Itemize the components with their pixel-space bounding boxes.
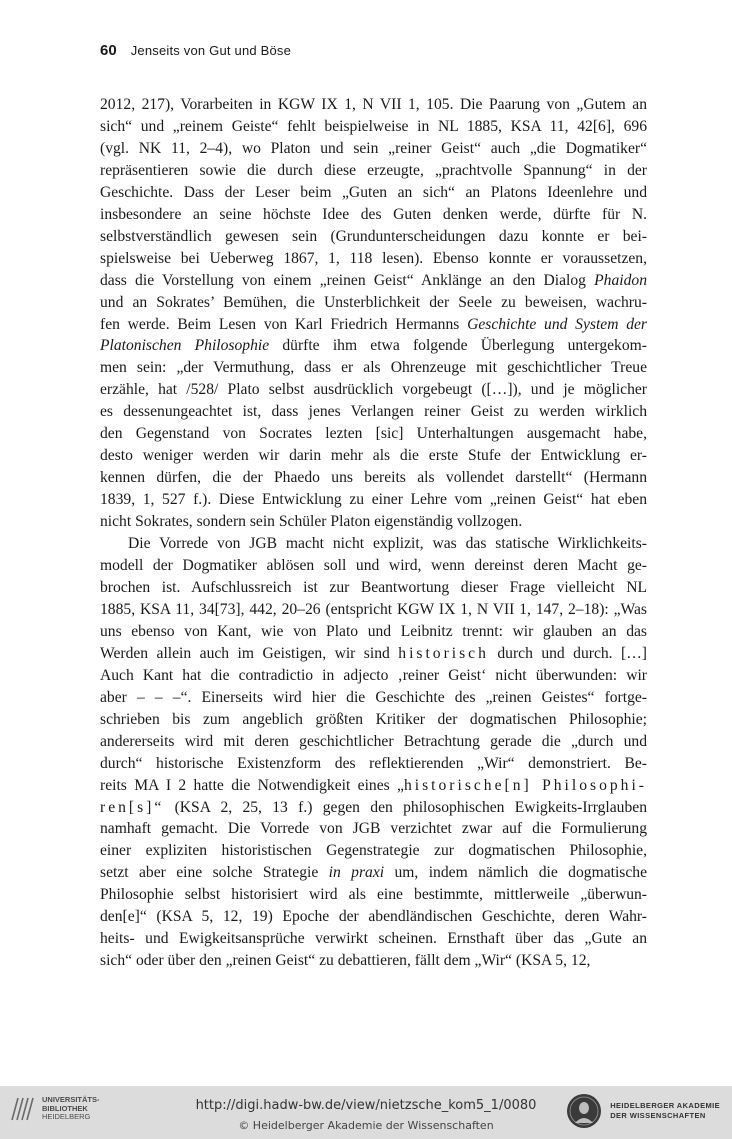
- italic-title: Geschichte und System der: [467, 315, 647, 333]
- text-line: und an Sokrates’ Bemühen, die Unsterblichkeit der Seele zu beweisen, wachru-: [100, 293, 647, 311]
- italic-title: in praxi: [328, 864, 385, 882]
- footer-copyright: © Heidelberger Akademie der Wissenschaften: [238, 1119, 494, 1132]
- text-line: den[e]“ (KSA 5, 12, 19) Epoche der abendländischen Geschichte, deren Wahr-: [100, 908, 647, 926]
- academy-logo[interactable]: [566, 1093, 720, 1129]
- text-line: setzt aber eine solche Strategie in praxi um, indem nämlich die dogmatische: [100, 864, 647, 882]
- text-line: aber – – –“. Einerseits wird hier die Geschichte des „reinen Geistes“ fortge-: [100, 688, 647, 706]
- text-line: insbesondere an seine höchste Idee des Guten denken werde, dürfte für N.: [100, 205, 647, 223]
- text-line: spielsweise bei Ueberweg 1867, 1, 118 lesen). Ebenso konnte er voraussetzen,: [100, 249, 647, 267]
- spaced-emphasis: historische[n] Philosophi-: [403, 776, 647, 794]
- text-line: fen werde. Beim Lesen von Karl Friedrich Hermanns Geschichte und System der: [100, 315, 647, 333]
- ub-line-3: HEIDELBERG: [42, 1112, 91, 1122]
- text-line: 2012, 217), Vorarbeiten in KGW IX 1, N VII 1, 105. Die Paarung von „Gutem an: [100, 96, 647, 113]
- text-line: sich“ und „reinem Geiste“ fehlt beispielweise in NL 1885, KSA 11, 42[6], 696: [100, 117, 647, 135]
- text-line: 1839, 1, 527 f.). Diese Entwicklung zu einer Lehre vom „reinen Geist“ hat eben: [100, 491, 647, 509]
- text-line: reits MA I 2 hatte die Notwendigkeit eines „historische[n] Philosophi-: [100, 776, 647, 794]
- text-line: Werden allein auch im Geistigen, wir sind historisch durch und durch. […]: [100, 644, 647, 662]
- running-head: [100, 42, 291, 59]
- text-line: erzähle, hat /528/ Plato selbst ausdrücklich vorgebeugt ([…]), und je möglicher: [100, 381, 647, 399]
- page-number: 60: [100, 42, 117, 59]
- text-line: den Gegenstand von Socrates lezten [sic] Unterhaltungen ausgemacht habe,: [100, 425, 647, 443]
- running-title: Jenseits von Gut und Böse: [130, 43, 292, 58]
- text-line: modell der Dogmatiker ablösen soll und wird, wenn dereinst deren Macht ge-: [100, 557, 647, 575]
- text-line: namhaft gemacht. Die Vorrede von JGB verzichtet zwar auf die Formulierung: [100, 820, 647, 838]
- ub-line-1: UNIVERSITÄTS-: [42, 1095, 100, 1105]
- academy-seal-icon: [566, 1093, 602, 1129]
- spaced-emphasis: historisch: [398, 644, 489, 662]
- italic-title: Phaidon: [594, 271, 647, 289]
- text-line: ren[s]“ (KSA 2, 25, 13 f.) gegen den philosophischen Ewigkeits-Irrglauben: [100, 798, 647, 816]
- text-line: dass die Vorstellung von einem „reinen Geist“ Anklänge an den Dialog Phaidon: [100, 271, 647, 289]
- text-line: uns ebenso von Kant, wie von Plato und Leibnitz trennt: wir glauben an das: [100, 622, 647, 640]
- text-line: einer expliziten historistischen Gegenstrategie zur dogmatischen Philosophie,: [100, 842, 647, 860]
- text-line: Auch Kant hat die contradictio in adjecto ‚reiner Geist‘ nicht überwunden: wir: [100, 666, 647, 684]
- text-line: kennen dürfen, die der Phaedo uns bereits als vollendet darstellt“ (Hermann: [100, 469, 647, 487]
- academy-line-2: DER WISSENSCHAFTEN: [610, 1111, 706, 1120]
- text-line: Geschichte. Dass der Leser beim „Guten an sich“ an Platons Ideenlehre und: [100, 183, 647, 201]
- spaced-emphasis: ren[s]“: [100, 798, 165, 816]
- text-line: brochen ist. Aufschlussreich ist zur Beantwortung dieser Frage vielleicht NL: [100, 578, 647, 596]
- text-line: heits- und Ewigkeitsansprüche verwirkt scheinen. Ernsthaft über das „Gute an: [100, 930, 647, 948]
- footer-url-text[interactable]: http://digi.hadw-bw.de/view/nietzsche_kom5_1/0080: [195, 1098, 537, 1113]
- italic-title: Platonischen Philosophie: [100, 337, 270, 355]
- academy-line-1: HEIDELBERGER AKADEMIE: [610, 1101, 720, 1110]
- footer-bar: [0, 1086, 732, 1139]
- text-line: schrieben bis zum angeblich größten Kritiker der dogmatischen Philosophie;: [100, 710, 647, 728]
- text-line: nicht Sokrates, sondern sein Schüler Platon eigenständig vollzogen.: [100, 513, 523, 531]
- text-line: Philosophie selbst historisiert wird als eine bestimmte, mittlerweile „überwun-: [100, 886, 647, 904]
- text-line: andererseits wird mit deren geschichtlicher Betrachtung gerade die „durch und: [100, 732, 647, 750]
- text-line: durch“ historische Existenzform des reflektierenden „Wir“ demonstriert. Be-: [100, 754, 647, 772]
- text-line: repräsentieren sowie die durch diese erzeugte, „prachtvolle Spannung“ in der: [100, 161, 647, 179]
- paragraph-1: [100, 94, 647, 533]
- text-line: (vgl. NK 11, 2–4), wo Platon und sein „reiner Geist“ auch „die Dogmatiker“: [100, 139, 647, 157]
- text-line: Platonischen Philosophie dürfte ihm etwa folgende Überlegung untergekom-: [100, 337, 647, 355]
- text-body: [100, 94, 647, 972]
- text-line: desto weniger werden wir darin mehr als die erste Stufe der Entwicklung er-: [100, 447, 647, 465]
- text-line: 1885, KSA 11, 34[73], 442, 20–26 (entspricht KGW IX 1, N VII 1, 147, 2–18): „Was: [100, 600, 647, 618]
- text-line: selbstverständlich gewesen sein (Grundunterscheidungen dazu konnte er bei-: [100, 227, 647, 245]
- text-line: es dessenungeachtet ist, dass jenes Verlangen reiner Geist zu werden wirklich: [100, 403, 647, 421]
- text-line: sich“ oder über den „reinen Geist“ zu debattieren, fällt dem „Wir“ (KSA 5, 12,: [100, 952, 591, 970]
- academy-label: [610, 1101, 720, 1121]
- ub-line-2: BIBLIOTHEK: [42, 1103, 88, 1113]
- paragraph-2: [100, 533, 647, 972]
- text-line: men sein: „der Vermuthung, dass er als Ohrenzeuge mit geschichtlicher Treue: [100, 359, 647, 377]
- text-line: Die Vorrede von JGB macht nicht explizit, was das statische Wirklichkeits-: [128, 535, 647, 553]
